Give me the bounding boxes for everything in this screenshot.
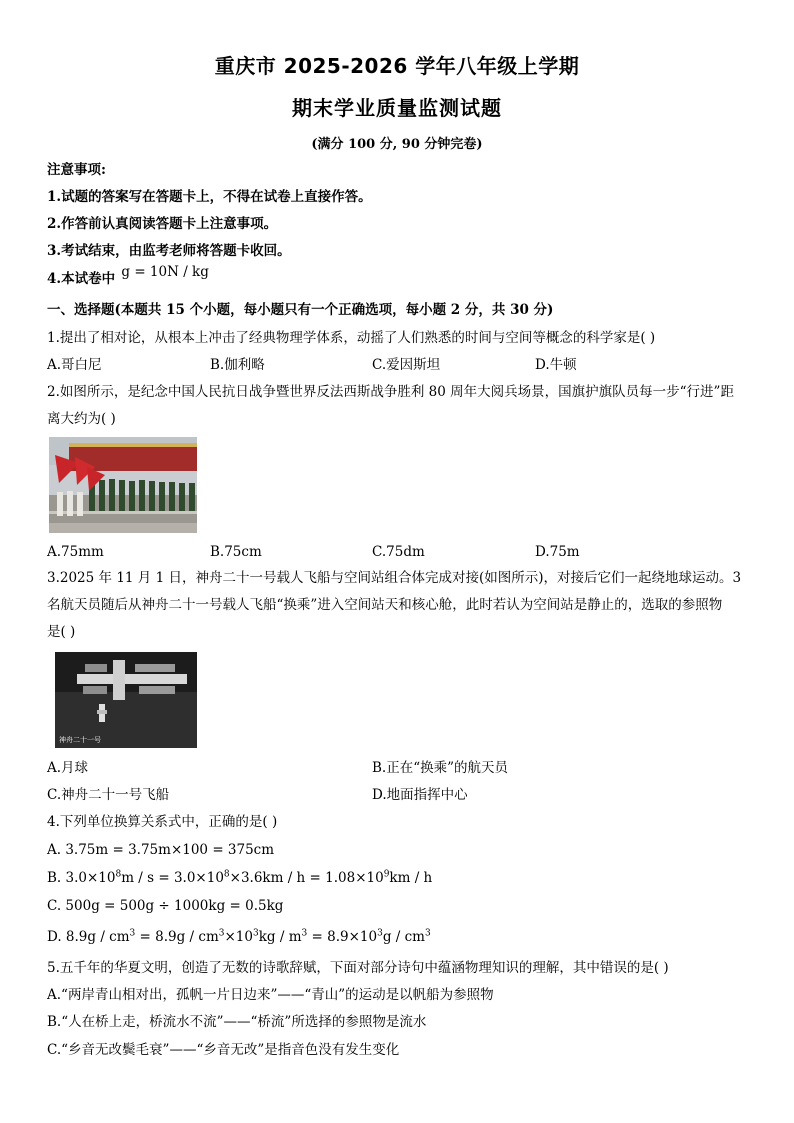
space-station-drawing bbox=[55, 652, 197, 748]
page-title: 重庆市 2025-2026 学年八年级上学期 bbox=[214, 54, 580, 78]
q2-option-d: D.75m bbox=[535, 544, 580, 560]
q4-option-c: C. 500g = 500g ÷ 1000kg = 0.5kg bbox=[47, 898, 284, 914]
section1-heading: 一、选择题(本题共 15 个小题，每小题只有一个正确选项，每小题 2 分，共 30 分) bbox=[47, 302, 554, 318]
q4-option-a: A. 3.75m = 3.75m×100 = 375cm bbox=[47, 842, 275, 858]
q2-option-b: B.75cm bbox=[210, 544, 262, 560]
q2-option-c: C.75dm bbox=[372, 544, 425, 560]
q2-stem-line1: 2.如图所示，是纪念中国人民抗日战争暨世界反法西斯战争胜利 80 周年大阅兵场景，国旗护旗队员每一步“行进”距 bbox=[47, 384, 734, 400]
q3-stem-line3: 是( ) bbox=[47, 624, 76, 640]
q4-stem: 4.下列单位换算关系式中，正确的是( ) bbox=[47, 814, 278, 830]
note-item-3: 3.考试结束，由监考老师将答题卡收回。 bbox=[47, 243, 291, 259]
q1-stem: 1.提出了相对论，从根本上冲击了经典物理学体系，动摇了人们熟悉的时间与空间等概念的科学家是( ) bbox=[47, 330, 656, 346]
notes-heading: 注意事项: bbox=[47, 162, 106, 178]
q4-option-b: B. $3.0\times 10^8m / s = 3.0\times 10^8\times 3.6km / h = 1.08\times 10^9km / h$ bbox=[47, 869, 433, 886]
note-item-4 bbox=[47, 264, 209, 288]
space-station-photo bbox=[55, 652, 197, 748]
parade-photo bbox=[49, 437, 197, 533]
q4-option-d: D. $8.9g / cm^3 = 8.9g / cm^3\times 10^3kg / m^3 = 8.9\times 10^3g / cm^3$ bbox=[47, 928, 431, 945]
note-item-4-label: 4.本试卷中 bbox=[47, 271, 116, 287]
q5-option-b: B.“人在桥上走，桥流水不流”——“桥流”所选择的参照物是流水 bbox=[47, 1014, 427, 1030]
note-item-2: 2.作答前认真阅读答题卡上注意事项。 bbox=[47, 216, 278, 232]
q3-stem-line1: 3.2025 年 11 月 1 日，神舟二十一号载人飞船与空间站组合体完成对接(如图所示)，对接后它们一起绕地球运动。3 bbox=[47, 570, 742, 586]
photo-caption: 神舟二十一号 bbox=[59, 736, 101, 744]
q3-option-c: C.神舟二十一号飞船 bbox=[47, 787, 170, 803]
q3-option-b: B.正在“换乘”的航天员 bbox=[372, 760, 509, 776]
q5-option-a: A.“两岸青山相对出，孤帆一片日边来”——“青山”的运动是以帆船为参照物 bbox=[47, 987, 494, 1003]
q3-option-a: A.月球 bbox=[47, 760, 89, 776]
g-formula: g = 10N / kg bbox=[121, 264, 209, 280]
q1-option-a: A.哥白尼 bbox=[47, 357, 102, 373]
q2-stem-line2: 离大约为( ) bbox=[47, 411, 116, 427]
q3-stem-line2: 名航天员随后从神舟二十一号载人飞船“换乘”进入空间站天和核心舱，此时若认为空间站是静止的，选取的参照物 bbox=[47, 597, 723, 613]
q3-option-d: D.地面指挥中心 bbox=[372, 787, 468, 803]
q1-option-c: C.爱因斯坦 bbox=[372, 357, 441, 373]
q5-option-c: C.“乡音无改鬓毛衰”——“乡音无改”是指音色没有发生变化 bbox=[47, 1042, 400, 1058]
score-time-note: (满分 100 分, 90 分钟完卷) bbox=[311, 137, 483, 152]
note-item-1: 1.试题的答案写在答题卡上，不得在试卷上直接作答。 bbox=[47, 189, 372, 205]
page-subtitle-title: 期末学业质量监测试题 bbox=[292, 96, 502, 120]
q2-option-a: A.75mm bbox=[47, 544, 104, 560]
q1-option-d: D.牛顿 bbox=[535, 357, 577, 373]
q5-stem: 5.五千年的华夏文明，创造了无数的诗歌辞赋，下面对部分诗句中蕴涵物理知识的理解，其中错误的是( ) bbox=[47, 960, 669, 976]
q1-option-b: B.伽利略 bbox=[210, 357, 265, 373]
